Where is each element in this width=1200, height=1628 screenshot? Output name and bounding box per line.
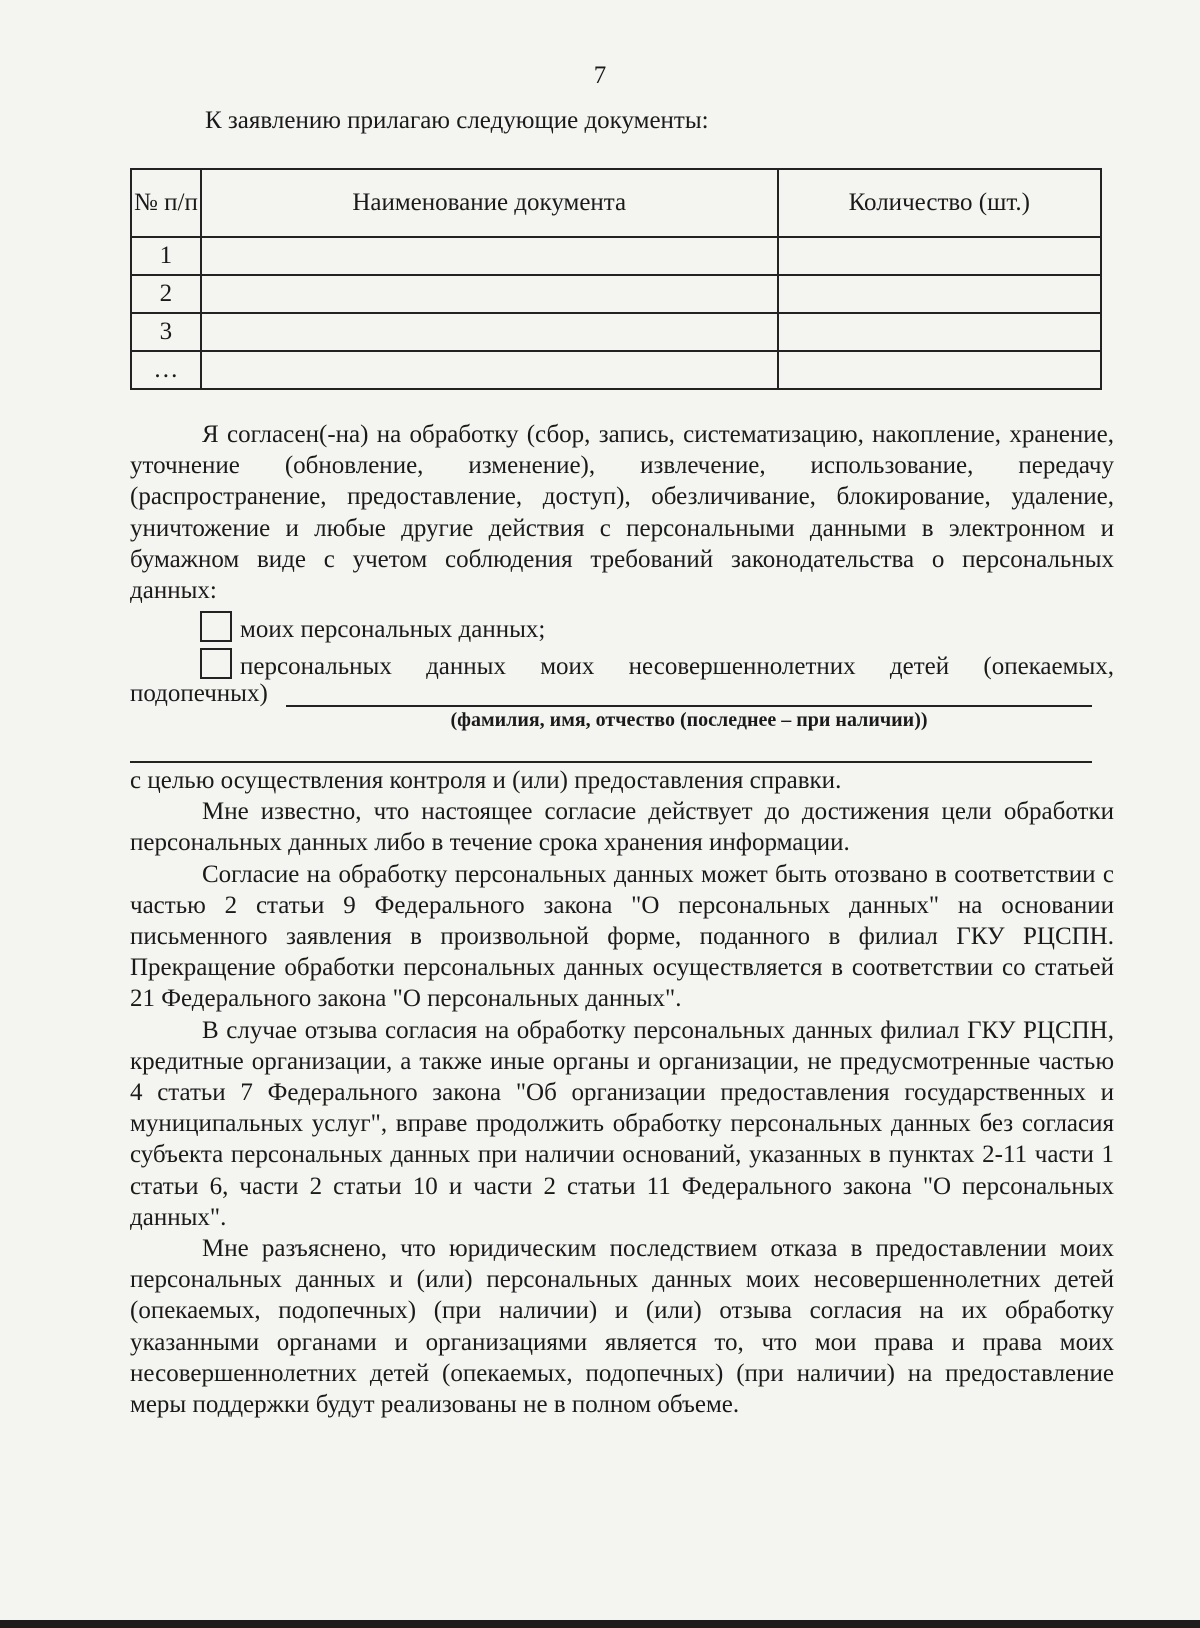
row-quantity[interactable]: [778, 313, 1101, 351]
fio-fill-line[interactable]: [286, 705, 1092, 707]
option-own-data: [200, 611, 545, 645]
row-document-name[interactable]: [201, 275, 778, 313]
fio-caption: (фамилия, имя, отчество (последнее – при наличии)): [450, 709, 928, 731]
fio-fill-line-2[interactable]: [130, 761, 1092, 763]
row-number: 1: [131, 237, 201, 275]
children-data-checkbox[interactable]: [200, 648, 232, 679]
consent-paragraph: Я согласен(-на) на обработку (сбор, запись, систематизацию, накопление, хранение, уточнение (обновление, изменение), извлечение, использование, передачу (распространение, предоставление, доступ), обезличивание, блокирование, удаление, уничтожение и любые другие действия с персональными данными в электронном и бумажном виде с учетом соблюдения требований законодательства о персональных данных:: [130, 421, 1114, 605]
attachments-table: [130, 168, 1102, 390]
option-children-data: [200, 648, 1114, 682]
row-number: 2: [131, 275, 201, 313]
paragraph-after-revocation: В случае отзыва согласия на обработку персональных данных филиал ГКУ РЦСПН, кредитные организации, а также иные органы и организации, не предусмотренные частью 4 статьи 7 Федерального закона "Об организации предоставления государственных и муниципальных услуг", вправе продолжить обработку персональных данных без согласия субъекта персональных данных при наличии оснований, указанных в пунктах 2-11 части 1 статьи 6, части 2 статьи 10 и части 2 статьи 11 Федерального закона "О персональных данных".: [130, 1016, 1114, 1231]
option-children-continuation: подопечных): [130, 680, 268, 707]
attachments-intro: К заявлению прилагаю следующие документы:: [205, 107, 709, 134]
header-number: № п/п: [131, 169, 201, 237]
row-quantity[interactable]: [778, 275, 1101, 313]
row-quantity[interactable]: [778, 237, 1101, 275]
table-row: [131, 313, 1101, 351]
paragraph-consequences: Мне разъяснено, что юридическим последствием отказа в предоставлении моих персональных данных и (или) персональных данных моих несовершеннолетних детей (опекаемых, подопечных) (при наличии) и (или) отзыва согласия на их обработку указанными органами и организациями является то, что мои права и права моих несовершеннолетних детей (опекаемых, подопечных) (при наличии) на предоставление меры поддержки будут реализованы не в полном объеме.: [130, 1235, 1114, 1419]
option-children-data-label: персональных данных моих несовершеннолетних детей (опекаемых,: [240, 653, 1114, 680]
row-number: 3: [131, 313, 201, 351]
consent-terms: [130, 765, 1114, 1420]
header-document-name: Наименование документа: [201, 169, 778, 237]
row-document-name[interactable]: [201, 237, 778, 275]
table-row: [131, 351, 1101, 389]
row-document-name[interactable]: [201, 351, 778, 389]
consent-section: [130, 419, 1114, 606]
option-own-data-label: моих персональных данных;: [240, 616, 546, 643]
paragraph-validity: Мне известно, что настоящее согласие действует до достижения цели обработки персональных данных либо в течение срока хранения информации.: [130, 798, 1114, 857]
row-document-name[interactable]: [201, 313, 778, 351]
table-row: [131, 237, 1101, 275]
paragraph-revocation: Согласие на обработку персональных данных может быть отозвано в соответствии с частью 2 статьи 9 Федерального закона "О персональных данных" на основании письменного заявления в произвольной форме, поданного в филиал ГКУ РЦСПН. Прекращение обработки персональных данных осуществляется в соответствии со статьей 21 Федерального закона "О персональных данных".: [130, 860, 1114, 1013]
row-number: …: [131, 351, 201, 389]
table-row: [131, 275, 1101, 313]
header-quantity: Количество (шт.): [778, 169, 1101, 237]
row-quantity[interactable]: [778, 351, 1101, 389]
consent-purpose: с целью осуществления контроля и (или) предоставления справки.: [130, 767, 842, 794]
scan-bottom-edge: [0, 1620, 1200, 1628]
own-data-checkbox[interactable]: [200, 611, 232, 642]
table-header-row: [131, 169, 1101, 237]
page-number: 7: [593, 62, 607, 89]
